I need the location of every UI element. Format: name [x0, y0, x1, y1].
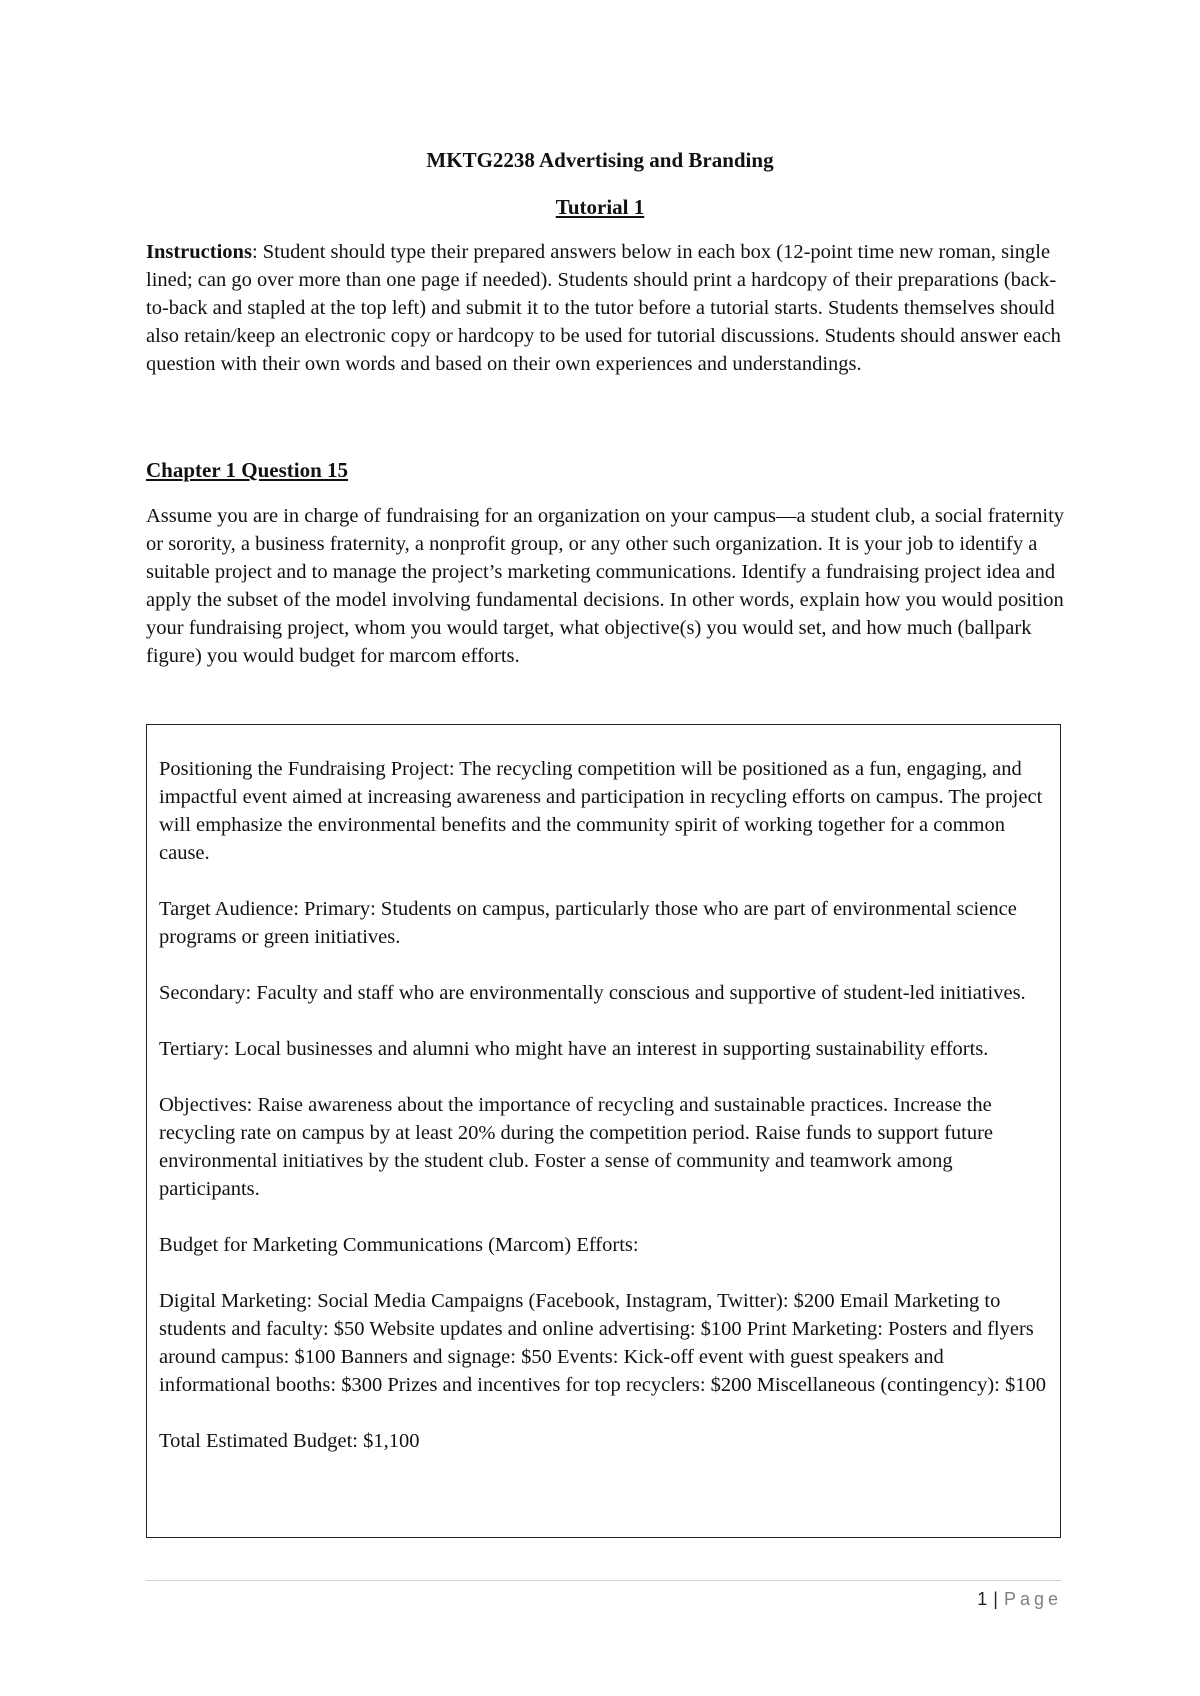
footer-separator: |	[993, 1589, 998, 1609]
answer-target-tertiary: Tertiary: Local businesses and alumni who might have an interest in supporting sustainability efforts.	[159, 1038, 989, 1060]
question-text: Assume you are in charge of fundraising for an organization on your campus—a student club, a social fraternity or sorority, a business fraternity, a nonprofit group, or any other such organization. It is your job to identify a suitable project and to manage the project’s marketing communications. Identify a fundraising project idea and apply the subset of the model involving fundamental decisions. In other words, explain how you would position your fundraising project, whom you would target, what objective(s) you would set, and how much (ballpark figure) you would budget for marcom efforts.	[146, 505, 1065, 667]
answer-total-budget: Total Estimated Budget: $1,100	[159, 1430, 420, 1452]
page-label: Page	[1003, 1589, 1062, 1609]
page-number: 1	[977, 1589, 988, 1609]
document-title: MKTG2238 Advertising and Branding	[426, 148, 774, 172]
question-heading: Chapter 1 Question 15	[146, 458, 349, 482]
answer-positioning: Positioning the Fundraising Project: The recycling competition will be positioned as a fun, engaging, and impactful event aimed at increasing awareness and participation in recycling efforts on campus. The project will emphasize the environmental benefits and the community spirit of working together for a common cause.	[159, 758, 1043, 864]
footer-divider	[146, 1580, 1061, 1581]
page-footer	[977, 1587, 1062, 1611]
answer-objectives: Objectives: Raise awareness about the importance of recycling and sustainable practices. Increase the recycling rate on campus by at least 20% during the competition period. Raise funds to support future environmental initiatives by the student club. Foster a sense of community and teamwork among participants.	[159, 1094, 994, 1200]
instructions-label: Instructions	[146, 241, 252, 263]
answer-budget-details: Digital Marketing: Social Media Campaigns (Facebook, Instagram, Twitter): $200 Email Marketing to students and faculty: $50 Website updates and online advertising: $100 Print Marketing: Posters and flyers around campus: $100 Banners and signage: $50 Events: Kick-off event with guest speakers and informational booths: $300 Prizes and incentives for top recyclers: $200 Miscellaneous (contingency): $100	[159, 1290, 1046, 1396]
answer-content	[159, 755, 1049, 1455]
document-subtitle: Tutorial 1	[555, 195, 645, 219]
instructions-text: : Student should type their prepared answers below in each box (12-point time new roman, single lined; can go over more than one page if needed). Students should print a hardcopy of their preparations (back-to-back and stapled at the top left) and submit it to the tutor before a tutorial starts. Students themselves should also retain/keep an electronic copy or hardcopy to be used for tutorial discussions. Students should answer each question with their own words and based on their own experiences and understandings.	[146, 241, 1061, 375]
answer-target-primary: Target Audience: Primary: Students on campus, particularly those who are part of environmental science programs or green initiatives.	[159, 898, 1017, 948]
answer-box	[146, 724, 1061, 1538]
answer-target-secondary: Secondary: Faculty and staff who are environmentally conscious and supportive of student-led initiatives.	[159, 982, 1026, 1004]
instructions-paragraph	[146, 238, 1066, 378]
answer-budget-heading: Budget for Marketing Communications (Marcom) Efforts:	[159, 1234, 639, 1256]
